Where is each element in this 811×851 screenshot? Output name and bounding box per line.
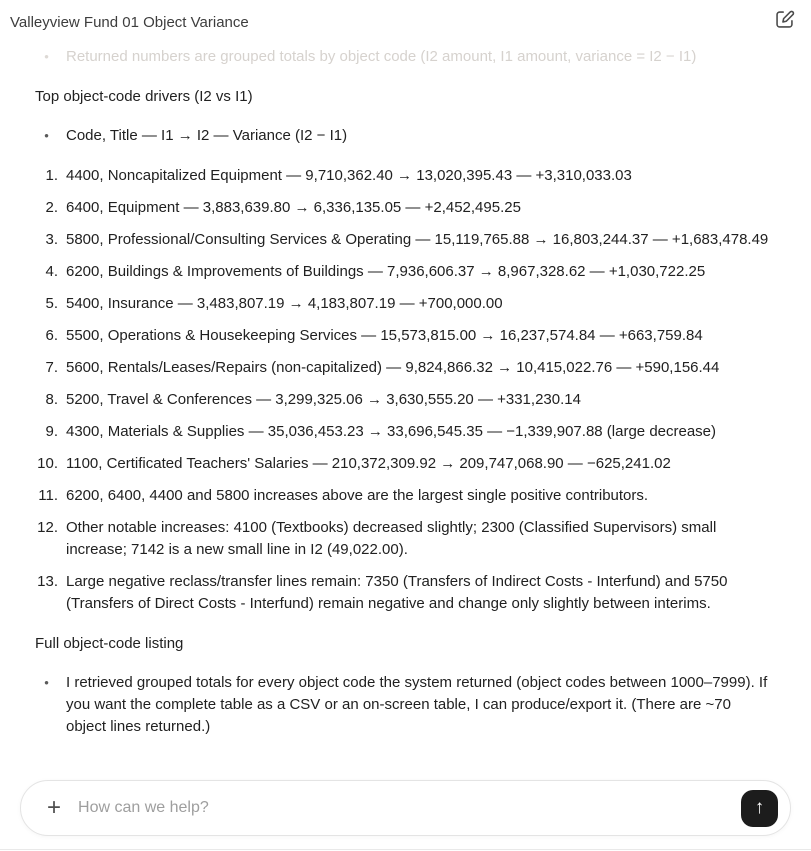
driver-item	[35, 261, 775, 283]
driver-number: 13.	[37, 573, 58, 590]
driver-text: 5600, Rentals/Leases/Repairs (non-capitalized) — 9,824,866.32 → 10,415,022.76 — +590,156.44	[66, 359, 720, 376]
driver-item	[35, 517, 775, 561]
driver-number: 12.	[37, 519, 58, 536]
driver-item	[35, 571, 775, 615]
listing-heading: Full object-code listing	[35, 635, 184, 652]
driver-item	[35, 325, 775, 347]
compose-button[interactable]	[771, 9, 797, 35]
driver-item	[35, 357, 775, 379]
legend-text: Code, Title — I1 → I2 — Variance (I2 − I1)	[66, 127, 348, 144]
assistant-message	[0, 46, 811, 738]
driver-text: 1100, Certificated Teachers' Salaries — 210,372,309.92 → 209,747,068.90 — −625,241.02	[66, 455, 671, 472]
driver-text: 6400, Equipment — 3,883,639.80 → 6,336,135.05 — +2,452,495.25	[66, 199, 521, 216]
driver-number: 9.	[45, 423, 58, 440]
driver-number: 1.	[45, 167, 58, 184]
driver-text: 6200, Buildings & Improvements of Buildings — 7,936,606.37 → 8,967,328.62 — +1,030,722.25	[66, 263, 706, 280]
driver-text: 5800, Professional/Consulting Services & Operating — 15,119,765.88 → 16,803,244.37 — +1,683,478.49	[66, 231, 769, 248]
listing-note-text: I retrieved grouped totals for every object code the system returned (object codes between 1000–7999). If you want the complete table as a CSV or an on-screen table, I can produce/export it. (There are ~70 object lines returned.)	[66, 674, 768, 735]
driver-number: 11.	[38, 487, 58, 504]
clipped-note-text: Returned numbers are grouped totals by object code (I2 amount, I1 amount, variance = I2 − I1)	[66, 48, 697, 65]
driver-item	[35, 485, 775, 507]
legend-line	[35, 125, 775, 147]
composer-bar	[20, 780, 791, 836]
listing-note-line	[35, 672, 775, 738]
driver-number: 4.	[45, 263, 58, 280]
driver-text: Other notable increases: 4100 (Textbooks) decreased slightly; 2300 (Classified Supervisors) small increase; 7142 is a new small line in I2 (49,022.00).	[66, 519, 717, 558]
driver-item	[35, 229, 775, 251]
driver-item	[35, 421, 775, 443]
driver-number: 3.	[45, 231, 58, 248]
clipped-note-line	[35, 46, 775, 68]
send-button[interactable]	[741, 790, 778, 827]
window-bottom-divider	[0, 849, 811, 850]
driver-number: 6.	[45, 327, 58, 344]
message-input[interactable]	[78, 799, 731, 817]
driver-text: 5200, Travel & Conferences — 3,299,325.06 → 3,630,555.20 — +331,230.14	[66, 391, 581, 408]
driver-item	[35, 197, 775, 219]
driver-text: Large negative reclass/transfer lines remain: 7350 (Transfers of Indirect Costs - Interfund) and 5750 (Transfers of Direct Costs - Interfund) remain negative and change only slightly between interims.	[66, 573, 728, 612]
driver-text: 4400, Noncapitalized Equipment — 9,710,362.40 → 13,020,395.43 — +3,310,033.03	[66, 167, 632, 184]
driver-item	[35, 165, 775, 187]
driver-number: 8.	[45, 391, 58, 408]
plus-icon: +	[47, 794, 62, 821]
driver-number: 5.	[45, 295, 58, 312]
arrow-up-icon: ↑	[754, 797, 765, 818]
driver-number: 2.	[45, 199, 58, 216]
driver-number: 7.	[45, 359, 58, 376]
compose-icon	[774, 9, 795, 35]
driver-item	[35, 389, 775, 411]
driver-text: 6200, 6400, 4400 and 5800 increases above are the largest single positive contributors.	[66, 487, 649, 504]
drivers-heading: Top object-code drivers (I2 vs I1)	[35, 88, 253, 105]
driver-text: 5400, Insurance — 3,483,807.19 → 4,183,807.19 — +700,000.00	[66, 295, 503, 312]
driver-number: 10.	[37, 455, 58, 472]
driver-item	[35, 293, 775, 315]
bullet-marker: •	[44, 675, 49, 690]
bullet-marker: •	[44, 49, 49, 64]
driver-item	[35, 453, 775, 475]
driver-text: 4300, Materials & Supplies — 35,036,453.23 → 33,696,545.35 — −1,339,907.88 (large decrease)	[66, 423, 717, 440]
page-title: Valleyview Fund 01 Object Variance	[10, 13, 249, 31]
driver-text: 5500, Operations & Housekeeping Services — 15,573,815.00 → 16,237,574.84 — +663,759.84	[66, 327, 703, 344]
attach-button[interactable]	[47, 796, 61, 820]
bullet-marker: •	[44, 128, 49, 143]
title-bar	[0, 0, 811, 44]
